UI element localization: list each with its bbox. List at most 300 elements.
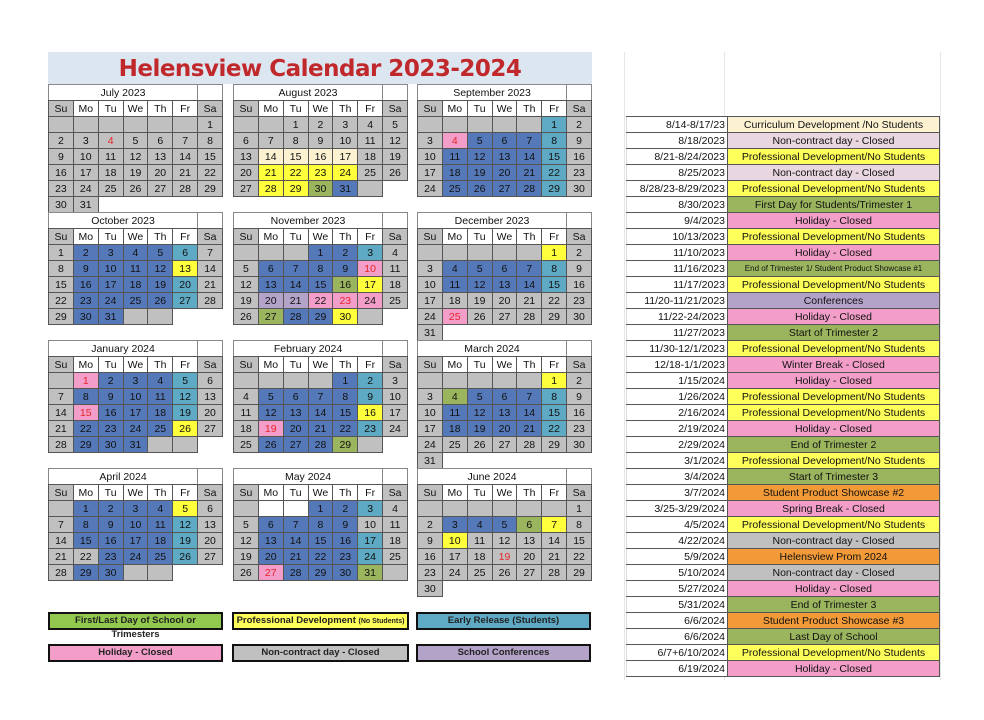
day-cell: 2 [567, 373, 592, 389]
event-date: 8/28/23-8/29/2023 [627, 181, 728, 197]
day-cell: 14 [283, 277, 308, 293]
month-march-2024 [417, 340, 592, 469]
day-cell: 4 [467, 517, 492, 533]
day-cell: 22 [542, 421, 567, 437]
weekday-header: Sa [567, 357, 592, 373]
empty-cell [467, 117, 492, 133]
empty-cell [383, 181, 408, 197]
day-cell: 9 [567, 133, 592, 149]
day-cell: 11 [383, 517, 408, 533]
month-october-2023 [48, 212, 223, 340]
event-date: 2/19/2024 [627, 421, 728, 437]
day-cell: 26 [383, 165, 408, 181]
day-cell: 17 [333, 149, 358, 165]
event-row [627, 661, 940, 677]
event-label: Holiday - Closed [728, 309, 940, 325]
day-cell: 2 [567, 245, 592, 261]
day-cell: 24 [418, 181, 443, 197]
empty-cell [73, 581, 98, 597]
event-row [627, 341, 940, 357]
empty-cell [542, 501, 567, 517]
month-title: September 2023 [418, 85, 567, 101]
day-cell: 3 [442, 517, 467, 533]
month-title: August 2023 [234, 85, 383, 101]
empty-cell [542, 197, 567, 213]
event-label: Professional Development/No Students [728, 645, 940, 661]
day-cell: 1 [198, 117, 223, 133]
event-row [627, 549, 940, 565]
empty-cell [198, 213, 223, 229]
empty-cell [358, 581, 383, 597]
empty-cell [358, 181, 383, 197]
empty-cell [73, 117, 98, 133]
empty-cell [198, 197, 223, 213]
day-cell: 11 [148, 389, 173, 405]
event-row [627, 453, 940, 469]
weekday-header: We [308, 229, 333, 245]
day-cell: 5 [467, 389, 492, 405]
empty-cell [49, 581, 74, 597]
day-cell: 2 [567, 117, 592, 133]
weekday-header: Sa [567, 101, 592, 117]
day-cell: 16 [333, 533, 358, 549]
weekday-header: Su [49, 485, 74, 501]
weekday-header: Fr [542, 101, 567, 117]
event-row [627, 309, 940, 325]
day-cell: 5 [123, 133, 148, 149]
weekday-header: Fr [173, 101, 198, 117]
day-cell: 29 [283, 181, 308, 197]
day-cell: 22 [73, 421, 98, 437]
event-date: 8/14-8/17/23 [627, 117, 728, 133]
empty-cell [283, 245, 308, 261]
event-date: 11/27/2023 [627, 325, 728, 341]
weekday-header: Mo [73, 357, 98, 373]
weekday-header: Tu [283, 229, 308, 245]
event-row [627, 277, 940, 293]
day-cell: 11 [98, 149, 123, 165]
empty-cell [234, 581, 259, 597]
empty-cell [442, 117, 467, 133]
empty-cell [467, 197, 492, 213]
day-cell: 27 [148, 181, 173, 197]
day-cell: 8 [308, 261, 333, 277]
empty-cell [123, 117, 148, 133]
day-cell: 3 [123, 373, 148, 389]
day-cell: 30 [308, 181, 333, 197]
day-cell: 26 [173, 549, 198, 565]
empty-cell [49, 325, 74, 341]
event-date: 4/5/2024 [627, 517, 728, 533]
weekday-header: Tu [467, 357, 492, 373]
day-cell: 26 [173, 421, 198, 437]
empty-cell [234, 501, 259, 517]
day-cell: 9 [358, 389, 383, 405]
day-cell: 4 [383, 501, 408, 517]
day-cell: 3 [333, 117, 358, 133]
empty-cell [283, 373, 308, 389]
empty-cell [567, 85, 592, 101]
day-cell: 4 [442, 133, 467, 149]
month-september-2023 [417, 84, 592, 212]
empty-cell [234, 325, 259, 341]
event-date: 8/25/2023 [627, 165, 728, 181]
day-cell: 26 [234, 309, 259, 325]
day-cell: 7 [308, 389, 333, 405]
day-cell: 8 [542, 389, 567, 405]
empty-cell [98, 117, 123, 133]
day-cell: 29 [49, 309, 74, 325]
event-row [627, 517, 940, 533]
weekday-header: Sa [567, 229, 592, 245]
empty-cell [333, 581, 358, 597]
month-june-2024 [417, 468, 592, 597]
event-row [627, 629, 940, 645]
day-cell: 7 [542, 517, 567, 533]
empty-cell [148, 325, 173, 341]
weekday-header: Su [418, 485, 443, 501]
empty-cell [383, 309, 408, 325]
day-cell: 17 [418, 165, 443, 181]
event-row [627, 133, 940, 149]
day-cell: 22 [308, 549, 333, 565]
day-cell: 7 [517, 133, 542, 149]
day-cell: 9 [73, 261, 98, 277]
day-cell: 13 [492, 149, 517, 165]
event-date: 3/7/2024 [627, 485, 728, 501]
day-cell: 14 [542, 533, 567, 549]
empty-cell [258, 581, 283, 597]
day-cell: 6 [198, 373, 223, 389]
weekday-header: Fr [358, 101, 383, 117]
day-cell: 9 [49, 149, 74, 165]
day-cell: 10 [98, 261, 123, 277]
day-cell: 2 [308, 117, 333, 133]
day-cell: 23 [333, 293, 358, 309]
day-cell: 19 [467, 165, 492, 181]
event-label: Professional Development/No Students [728, 405, 940, 421]
day-cell: 19 [258, 421, 283, 437]
empty-cell [418, 245, 443, 261]
day-cell: 8 [283, 133, 308, 149]
empty-cell [567, 581, 592, 597]
day-cell: 3 [123, 501, 148, 517]
weekday-header: Tu [283, 485, 308, 501]
empty-cell [542, 325, 567, 341]
day-cell: 5 [234, 261, 259, 277]
day-cell: 15 [542, 277, 567, 293]
day-cell: 23 [567, 421, 592, 437]
empty-cell [283, 453, 308, 469]
legend-first-last-day [48, 612, 223, 640]
day-cell: 28 [517, 437, 542, 453]
empty-cell [123, 325, 148, 341]
empty-cell [442, 325, 467, 341]
day-cell: 14 [283, 533, 308, 549]
empty-cell [198, 341, 223, 357]
weekday-header: Tu [467, 101, 492, 117]
day-cell: 23 [333, 549, 358, 565]
calendar-title: Helensview Calendar 2023-2024 [118, 56, 522, 82]
weekday-header: Fr [173, 229, 198, 245]
day-cell: 20 [198, 405, 223, 421]
day-cell: 15 [308, 533, 333, 549]
month-title: July 2023 [49, 85, 198, 101]
day-cell: 28 [283, 565, 308, 581]
day-cell: 30 [333, 565, 358, 581]
event-date: 5/27/2024 [627, 581, 728, 597]
day-cell: 2 [333, 245, 358, 261]
day-cell: 28 [49, 437, 74, 453]
day-cell: 18 [358, 149, 383, 165]
weekday-header: Th [333, 485, 358, 501]
day-cell: 30 [98, 437, 123, 453]
month-january-2024 [48, 340, 223, 468]
day-cell: 8 [542, 133, 567, 149]
empty-cell [467, 245, 492, 261]
month-title: March 2024 [418, 341, 567, 357]
empty-cell [492, 245, 517, 261]
day-cell: 6 [173, 245, 198, 261]
day-cell: 10 [418, 149, 443, 165]
empty-cell [234, 245, 259, 261]
empty-cell [123, 453, 148, 469]
day-cell: 28 [258, 181, 283, 197]
day-cell: 13 [258, 277, 283, 293]
weekday-header: Sa [383, 229, 408, 245]
day-cell: 27 [173, 293, 198, 309]
empty-cell [173, 565, 198, 581]
day-cell: 25 [358, 165, 383, 181]
day-cell: 24 [358, 549, 383, 565]
empty-cell [234, 117, 259, 133]
day-cell: 9 [98, 517, 123, 533]
empty-cell [283, 325, 308, 341]
day-cell: 24 [333, 165, 358, 181]
day-cell: 9 [567, 261, 592, 277]
empty-cell [148, 197, 173, 213]
empty-cell [308, 325, 333, 341]
day-cell: 17 [383, 405, 408, 421]
day-cell: 27 [283, 437, 308, 453]
day-cell: 18 [383, 533, 408, 549]
day-cell: 14 [198, 261, 223, 277]
day-cell: 5 [258, 389, 283, 405]
weekday-header: We [308, 357, 333, 373]
empty-cell [383, 85, 408, 101]
day-cell: 10 [123, 517, 148, 533]
day-cell: 1 [567, 501, 592, 517]
weekday-header: Su [234, 101, 259, 117]
weekday-header: Tu [283, 101, 308, 117]
day-cell: 3 [418, 261, 443, 277]
day-cell: 22 [542, 165, 567, 181]
event-label: Student Product Showcase #2 [728, 485, 940, 501]
event-date: 11/20-11/21/2023 [627, 293, 728, 309]
weekday-header: Th [148, 485, 173, 501]
day-cell: 14 [173, 149, 198, 165]
day-cell: 22 [542, 293, 567, 309]
day-cell: 12 [467, 277, 492, 293]
empty-cell [198, 437, 223, 453]
weekday-header: Mo [258, 229, 283, 245]
day-cell: 16 [567, 149, 592, 165]
weekday-header: We [123, 101, 148, 117]
day-cell: 7 [198, 245, 223, 261]
day-cell: 20 [258, 293, 283, 309]
day-cell: 27 [258, 309, 283, 325]
event-label: Conferences [728, 293, 940, 309]
empty-cell [542, 453, 567, 469]
legend-label: First/Last Day of School or Trimesters [75, 615, 196, 640]
day-cell: 13 [198, 517, 223, 533]
event-date: 12/18-1/1/2023 [627, 357, 728, 373]
day-cell: 24 [123, 549, 148, 565]
empty-cell [358, 437, 383, 453]
empty-cell [234, 197, 259, 213]
month-may-2024 [233, 468, 408, 596]
day-cell: 10 [123, 389, 148, 405]
empty-cell [383, 453, 408, 469]
empty-cell [517, 453, 542, 469]
day-cell: 18 [148, 405, 173, 421]
day-cell: 21 [173, 165, 198, 181]
day-cell: 26 [467, 437, 492, 453]
day-cell: 21 [258, 165, 283, 181]
day-cell: 16 [567, 405, 592, 421]
day-cell: 29 [308, 565, 333, 581]
day-cell: 30 [567, 309, 592, 325]
day-cell: 7 [283, 517, 308, 533]
day-cell: 3 [98, 245, 123, 261]
empty-cell [198, 565, 223, 581]
event-row [627, 501, 940, 517]
day-cell: 17 [98, 277, 123, 293]
day-cell: 25 [148, 421, 173, 437]
empty-cell [148, 581, 173, 597]
day-cell: 31 [418, 453, 443, 469]
event-label: Curriculum Development /No Students [728, 117, 940, 133]
day-cell: 1 [542, 373, 567, 389]
day-cell: 25 [383, 549, 408, 565]
day-cell: 27 [198, 421, 223, 437]
day-cell: 18 [442, 165, 467, 181]
weekday-header: Sa [198, 485, 223, 501]
event-label: Holiday - Closed [728, 661, 940, 677]
weekday-header: Th [333, 357, 358, 373]
empty-cell [418, 117, 443, 133]
day-cell: 7 [258, 133, 283, 149]
day-cell: 28 [542, 565, 567, 581]
day-cell: 27 [492, 309, 517, 325]
day-cell: 4 [383, 245, 408, 261]
day-cell: 20 [234, 165, 259, 181]
day-cell: 2 [418, 517, 443, 533]
day-cell: 8 [567, 517, 592, 533]
day-cell: 11 [148, 517, 173, 533]
event-date: 5/9/2024 [627, 549, 728, 565]
day-cell: 21 [49, 549, 74, 565]
weekday-header: Th [148, 229, 173, 245]
day-cell: 8 [73, 517, 98, 533]
day-cell: 9 [418, 533, 443, 549]
empty-cell [383, 581, 408, 597]
day-cell: 4 [234, 389, 259, 405]
weekday-header: Sa [383, 357, 408, 373]
empty-cell [358, 197, 383, 213]
day-cell: 13 [283, 405, 308, 421]
day-cell: 21 [542, 549, 567, 565]
day-cell: 17 [442, 549, 467, 565]
day-cell: 28 [173, 181, 198, 197]
empty-cell [542, 581, 567, 597]
day-cell: 29 [198, 181, 223, 197]
empty-cell [234, 453, 259, 469]
day-cell: 3 [383, 373, 408, 389]
empty-cell [492, 581, 517, 597]
weekday-header: Th [517, 357, 542, 373]
empty-cell [148, 117, 173, 133]
day-cell: 6 [258, 517, 283, 533]
weekday-header: Fr [173, 485, 198, 501]
day-cell: 21 [517, 165, 542, 181]
empty-cell [358, 325, 383, 341]
day-cell: 23 [98, 549, 123, 565]
day-cell: 5 [148, 245, 173, 261]
event-label: Holiday - Closed [728, 245, 940, 261]
day-cell: 1 [308, 501, 333, 517]
day-cell: 21 [308, 421, 333, 437]
day-cell: 16 [358, 405, 383, 421]
day-cell: 2 [358, 373, 383, 389]
day-cell: 11 [358, 133, 383, 149]
day-cell: 4 [358, 117, 383, 133]
day-cell: 25 [442, 309, 467, 325]
legend-conferences [416, 644, 591, 662]
day-cell: 30 [567, 181, 592, 197]
day-cell: 23 [98, 421, 123, 437]
day-cell: 12 [123, 149, 148, 165]
day-cell: 18 [383, 277, 408, 293]
empty-cell [258, 197, 283, 213]
day-cell: 24 [418, 437, 443, 453]
empty-cell [258, 501, 283, 517]
day-cell: 29 [542, 309, 567, 325]
empty-cell [73, 325, 98, 341]
event-row [627, 389, 940, 405]
day-cell: 28 [517, 181, 542, 197]
day-cell: 7 [173, 133, 198, 149]
month-title: May 2024 [234, 469, 383, 485]
day-cell: 24 [442, 565, 467, 581]
empty-cell [98, 325, 123, 341]
legend-professional-development [232, 612, 409, 630]
event-date: 5/10/2024 [627, 565, 728, 581]
day-cell: 31 [98, 309, 123, 325]
empty-cell [49, 373, 74, 389]
day-cell: 15 [73, 533, 98, 549]
day-cell: 13 [234, 149, 259, 165]
day-cell: 14 [49, 405, 74, 421]
day-cell: 6 [148, 133, 173, 149]
day-cell: 10 [358, 517, 383, 533]
empty-cell [383, 213, 408, 229]
day-cell: 7 [49, 389, 74, 405]
weekday-header: Tu [98, 485, 123, 501]
day-cell: 10 [333, 133, 358, 149]
day-cell: 19 [234, 293, 259, 309]
day-cell: 1 [308, 245, 333, 261]
